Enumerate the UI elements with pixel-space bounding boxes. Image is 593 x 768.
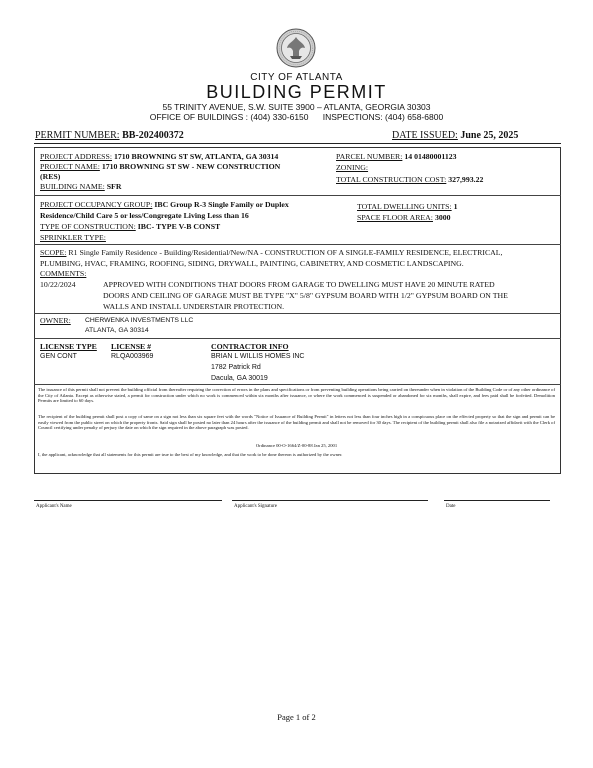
page-number: Page 1 of 2 bbox=[277, 712, 316, 722]
scope-row bbox=[40, 248, 502, 258]
occupancy-group-value: IBC Group R-3 Single Family or Duplex bbox=[154, 200, 289, 209]
comments-label-row bbox=[40, 269, 86, 279]
license-type-value: GEN CONT bbox=[40, 353, 77, 360]
license-number-label: LICENSE # bbox=[111, 342, 152, 351]
comment-line-1: APPROVED WITH CONDITIONS THAT DOORS FROM GARAGE TO DWELLING MUST HAVE 20 MINUTE RATED bbox=[103, 280, 495, 289]
ordinance-reference: Ordinance 00-O-1664/Z-00-88 Jan 25, 2001 bbox=[255, 443, 338, 448]
owner-label-row bbox=[40, 316, 71, 326]
occupancy-group-value-2: Residence/Child Care 5 or less/Congregate Living Less than 16 bbox=[40, 211, 249, 220]
comment-line-2: DOORS AND CEILING OF GARAGE MUST BE TYPE "X" 5/8" GYPSUM BOARD WITH 1/2" GYPSUM BOARD ON THE bbox=[103, 291, 508, 300]
scope-text-1: R1 Single Family Residence - Building/Residential/New/NA - CONSTRUCTION OF A SINGLE-FAMILY RESIDENCE, ELECTRICAL, bbox=[68, 248, 503, 257]
contractor-info-label: CONTRACTOR INFO bbox=[211, 342, 289, 351]
divider-occupancy bbox=[34, 244, 561, 245]
scope-text-2: PLUMBING, HVAC, FRAMING, ROOFING, SIDING, DRYWALL, PAINTING, CABINETRY, AND COSMETIC LANDSCAPING. bbox=[40, 259, 464, 268]
occupancy-group-label: PROJECT OCCUPANCY GROUP: bbox=[40, 200, 153, 209]
construction-cost-row bbox=[336, 175, 483, 185]
divider-owner bbox=[34, 338, 561, 339]
floor-area-label: SPACE FLOOR AREA: bbox=[357, 213, 433, 222]
owner-label: OWNER: bbox=[40, 316, 71, 325]
project-address-label: PROJECT ADDRESS: bbox=[40, 152, 112, 161]
construction-type-label: TYPE OF CONSTRUCTION: bbox=[40, 222, 136, 231]
project-name-row bbox=[40, 162, 280, 172]
date-issued-value: June 25, 2025 bbox=[460, 130, 519, 141]
sprinkler-type-row bbox=[40, 233, 106, 243]
office-phones bbox=[0, 112, 593, 122]
license-number-label-row bbox=[111, 342, 151, 352]
project-address-row bbox=[40, 152, 278, 162]
sprinkler-type-label: SPRINKLER TYPE: bbox=[40, 233, 106, 242]
date-issued-label: DATE ISSUED: bbox=[392, 130, 458, 141]
zoning-row bbox=[336, 163, 368, 173]
dwelling-units-value: 1 bbox=[453, 202, 458, 211]
permit-number-value: BB-202400372 bbox=[122, 130, 184, 141]
parcel-number-label: PARCEL NUMBER: bbox=[336, 152, 403, 161]
license-number-value: RLQA003969 bbox=[111, 353, 154, 360]
license-type-label-row bbox=[40, 342, 97, 352]
permit-number bbox=[35, 130, 184, 141]
project-name-label: PROJECT NAME: bbox=[40, 162, 100, 171]
building-name-label: BUILDING NAME: bbox=[40, 182, 105, 191]
divider-project bbox=[34, 195, 561, 196]
construction-type-row bbox=[40, 222, 220, 232]
occupancy-group-row-2 bbox=[40, 211, 249, 221]
date-line[interactable] bbox=[444, 500, 550, 501]
license-type-label: LICENSE TYPE bbox=[40, 342, 97, 351]
contractor-city: Dacula, GA 30019 bbox=[211, 375, 268, 382]
floor-area-row bbox=[357, 213, 451, 223]
top-rule bbox=[34, 143, 561, 144]
construction-type-value: IBC- TYPE V-B CONST bbox=[137, 222, 221, 231]
city-name: CITY OF ATLANTA bbox=[250, 72, 343, 83]
contractor-name: BRIAN L WILLIS HOMES INC bbox=[211, 353, 305, 360]
owner-name: CHERWENKA INVESTMENTS LLC bbox=[85, 317, 194, 324]
contractor-label-row bbox=[211, 342, 289, 352]
project-name-value: 1710 BROWNING ST SW - NEW CONSTRUCTION bbox=[101, 162, 281, 171]
divider-license bbox=[34, 384, 561, 385]
contractor-street: 1782 Patrick Rd bbox=[211, 364, 261, 371]
building-name-row bbox=[40, 182, 121, 192]
city-seal-icon bbox=[276, 28, 316, 68]
date-issued bbox=[392, 130, 518, 141]
comment-date: 10/22/2024 bbox=[40, 280, 76, 289]
document-title: BUILDING PERMIT bbox=[206, 82, 387, 102]
date-label: Date bbox=[446, 504, 456, 509]
building-name-value: SFR bbox=[106, 182, 122, 191]
construction-cost-label: TOTAL CONSTRUCTION COST: bbox=[336, 175, 447, 184]
comments-label: COMMENTS: bbox=[40, 269, 87, 278]
dwelling-units-row bbox=[357, 202, 458, 212]
floor-area-value: 3000 bbox=[434, 213, 451, 222]
legal-paragraph-2: The recipient of the building permit shall post a copy of same on a sign not less than six square feet with the words "Notice of Issuance of Building Permit" in letters not less than four inches high in a conspicuous place on the effected property so that the sign and permit can be easily viewed from the public street on which the property fronts. Said sign shall be posted no later than 24 hours after the issuance of the building permit and shall not be removed for 30 days. The recipient of the building permit shall also file a notarized affidavit with the Clerk of Council certifying under penalty of perjury the date on which the sign required in the above paragraph was posted. bbox=[38, 414, 555, 431]
inspections-phone: INSPECTIONS: (404) 658-6800 bbox=[322, 112, 444, 122]
zoning-label: ZONING: bbox=[336, 163, 369, 172]
parcel-number-row bbox=[336, 152, 457, 162]
office-address: 55 TRINITY AVENUE, S.W. SUITE 3900 – ATLANTA, GEORGIA 30303 bbox=[162, 102, 431, 112]
dwelling-units-label: TOTAL DWELLING UNITS: bbox=[357, 202, 452, 211]
project-address-value: 1710 BROWNING ST SW, ATLANTA, GA 30314 bbox=[113, 152, 279, 161]
legal-paragraph-1: The issuance of this permit shall not prevent the building official from thereafter requiring the correction of errors in the plans and specifications or from preventing building operations being carried on thereunder when in violation of the Building Code or of any other ordinance of the City of Atlanta. Except as otherwise stated, a permit for construction under which no work is commenced within six months after issuance, or where the work commenced is suspended or abandoned for six months, shall expire, and fees paid shall be forfeited. Demolition Permits are limited to 60 days. bbox=[38, 387, 555, 404]
occupancy-group-row bbox=[40, 200, 289, 210]
project-name-value-2: (RES) bbox=[40, 172, 61, 181]
applicant-name-label: Applicant's Name bbox=[36, 504, 72, 509]
applicant-signature-line[interactable] bbox=[232, 500, 428, 501]
applicant-signature-label: Applicant's Signature bbox=[234, 504, 277, 509]
owner-city: ATLANTA, GA 30314 bbox=[85, 327, 149, 334]
office-phone: OFFICE OF BUILDINGS : (404) 330-6150 bbox=[149, 112, 309, 122]
project-name-row-2 bbox=[40, 172, 60, 182]
parcel-number-value: 14 01480001123 bbox=[404, 152, 457, 161]
scope-label: SCOPE: bbox=[40, 248, 67, 257]
applicant-acknowledgement: I, the applicant, acknowledge that all statements for this permit are true to the best of my knowledge, and that the work to be done thereon is authorized by the owner. bbox=[38, 452, 343, 457]
divider-comments bbox=[34, 313, 561, 314]
comment-line-3: WALLS AND INSTALL UNDERSTAIR PROTECTION. bbox=[103, 302, 285, 311]
construction-cost-value: 327,993.22 bbox=[448, 175, 484, 184]
permit-number-label: PERMIT NUMBER: bbox=[35, 130, 120, 141]
scope-row-2 bbox=[40, 259, 464, 269]
applicant-name-line[interactable] bbox=[34, 500, 222, 501]
